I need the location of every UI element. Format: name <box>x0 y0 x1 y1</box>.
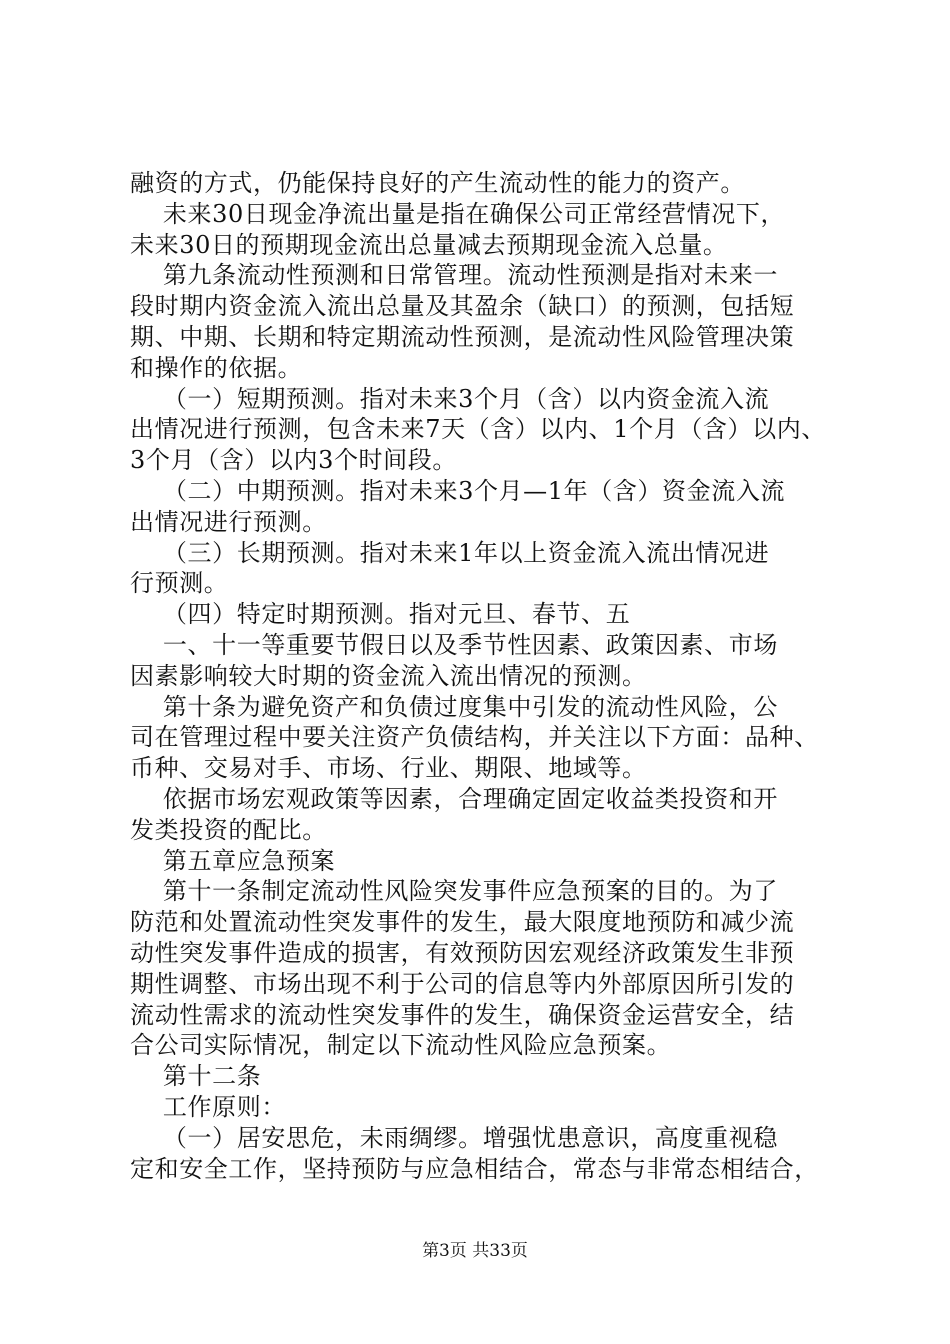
text-line: 融资的方式，仍能保持良好的产生流动性的能力的资产。 <box>130 169 745 197</box>
text-line: （四）特定时期预测。指对元旦、春节、五 <box>130 600 631 629</box>
text-line: 出情况进行预测。 <box>130 507 327 536</box>
text-line: 行预测。 <box>130 569 229 598</box>
text-line: （一）短期预测。指对未来3个月（含）以内资金流入流 <box>130 384 770 413</box>
text-line: （三）长期预测。指对未来1年以上资金流入流出情况进 <box>130 538 770 567</box>
text-line: 依据市场宏观政策等因素，合理确定固定收益类投资和开 <box>130 784 778 813</box>
text-line: 3个月（含）以内3个时间段。 <box>130 446 457 475</box>
text-line: 发类投资的配比。 <box>130 815 327 844</box>
text-line: 期、中期、长期和特定期流动性预测，是流动性风险管理决策 <box>130 322 795 351</box>
page-footer: 第3页 共33页 <box>422 1241 528 1261</box>
text-line: 期性调整、市场出现不利于公司的信息等内外部原因所引发的 <box>130 969 795 998</box>
text-line: 未来30日的预期现金流出总量减去预期现金流入总量。 <box>130 230 728 259</box>
document-body <box>130 168 830 1184</box>
text-line: 出情况进行预测，包含未来7天（含）以内、1个月（含）以内、 <box>130 415 826 444</box>
text-line: 防范和处置流动性突发事件的发生，最大限度地预防和减少流 <box>130 908 795 937</box>
text-line: 未来30日现金净流出量是指在确保公司正常经营情况下， <box>130 199 786 228</box>
text-line: 第五章应急预案 <box>130 846 336 875</box>
text-line: 段时期内资金流入流出总量及其盈余（缺口）的预测，包括短 <box>130 292 795 321</box>
text-line: 司在管理过程中要关注资产负债结构，并关注以下方面：品种、 <box>130 723 819 752</box>
text-line: 合公司实际情况，制定以下流动性风险应急预案。 <box>130 1031 672 1060</box>
text-line: 第十二条 <box>130 1062 262 1091</box>
text-line: 动性突发事件造成的损害，有效预防因宏观经济政策发生非预 <box>130 938 795 967</box>
text-line: （一）居安思危，未雨绸缪。增强忧患意识，高度重视稳 <box>130 1123 778 1152</box>
text-line: 流动性需求的流动性突发事件的发生，确保资金运营安全，结 <box>130 1000 795 1029</box>
text-line: 第十条为避免资产和负债过度集中引发的流动性风险，公 <box>130 692 778 721</box>
text-line: 第九条流动性预测和日常管理。流动性预测是指对未来一 <box>130 261 778 290</box>
text-line: 工作原则： <box>130 1092 286 1121</box>
text-line: 定和安全工作，坚持预防与应急相结合，常态与非常态相结合， <box>130 1154 819 1183</box>
text-line: 一、十一等重要节假日以及季节性因素、政策因素、市场 <box>130 630 778 659</box>
text-line: 因素影响较大时期的资金流入流出情况的预测。 <box>130 661 647 690</box>
text-line: 和操作的依据。 <box>130 353 303 382</box>
text-line: （二）中期预测。指对未来3个月—1年（含）资金流入流 <box>130 476 786 505</box>
text-line: 第十一条制定流动性风险突发事件应急预案的目的。为了 <box>130 877 778 906</box>
text-line: 币种、交易对手、市场、行业、期限、地域等。 <box>130 754 647 783</box>
